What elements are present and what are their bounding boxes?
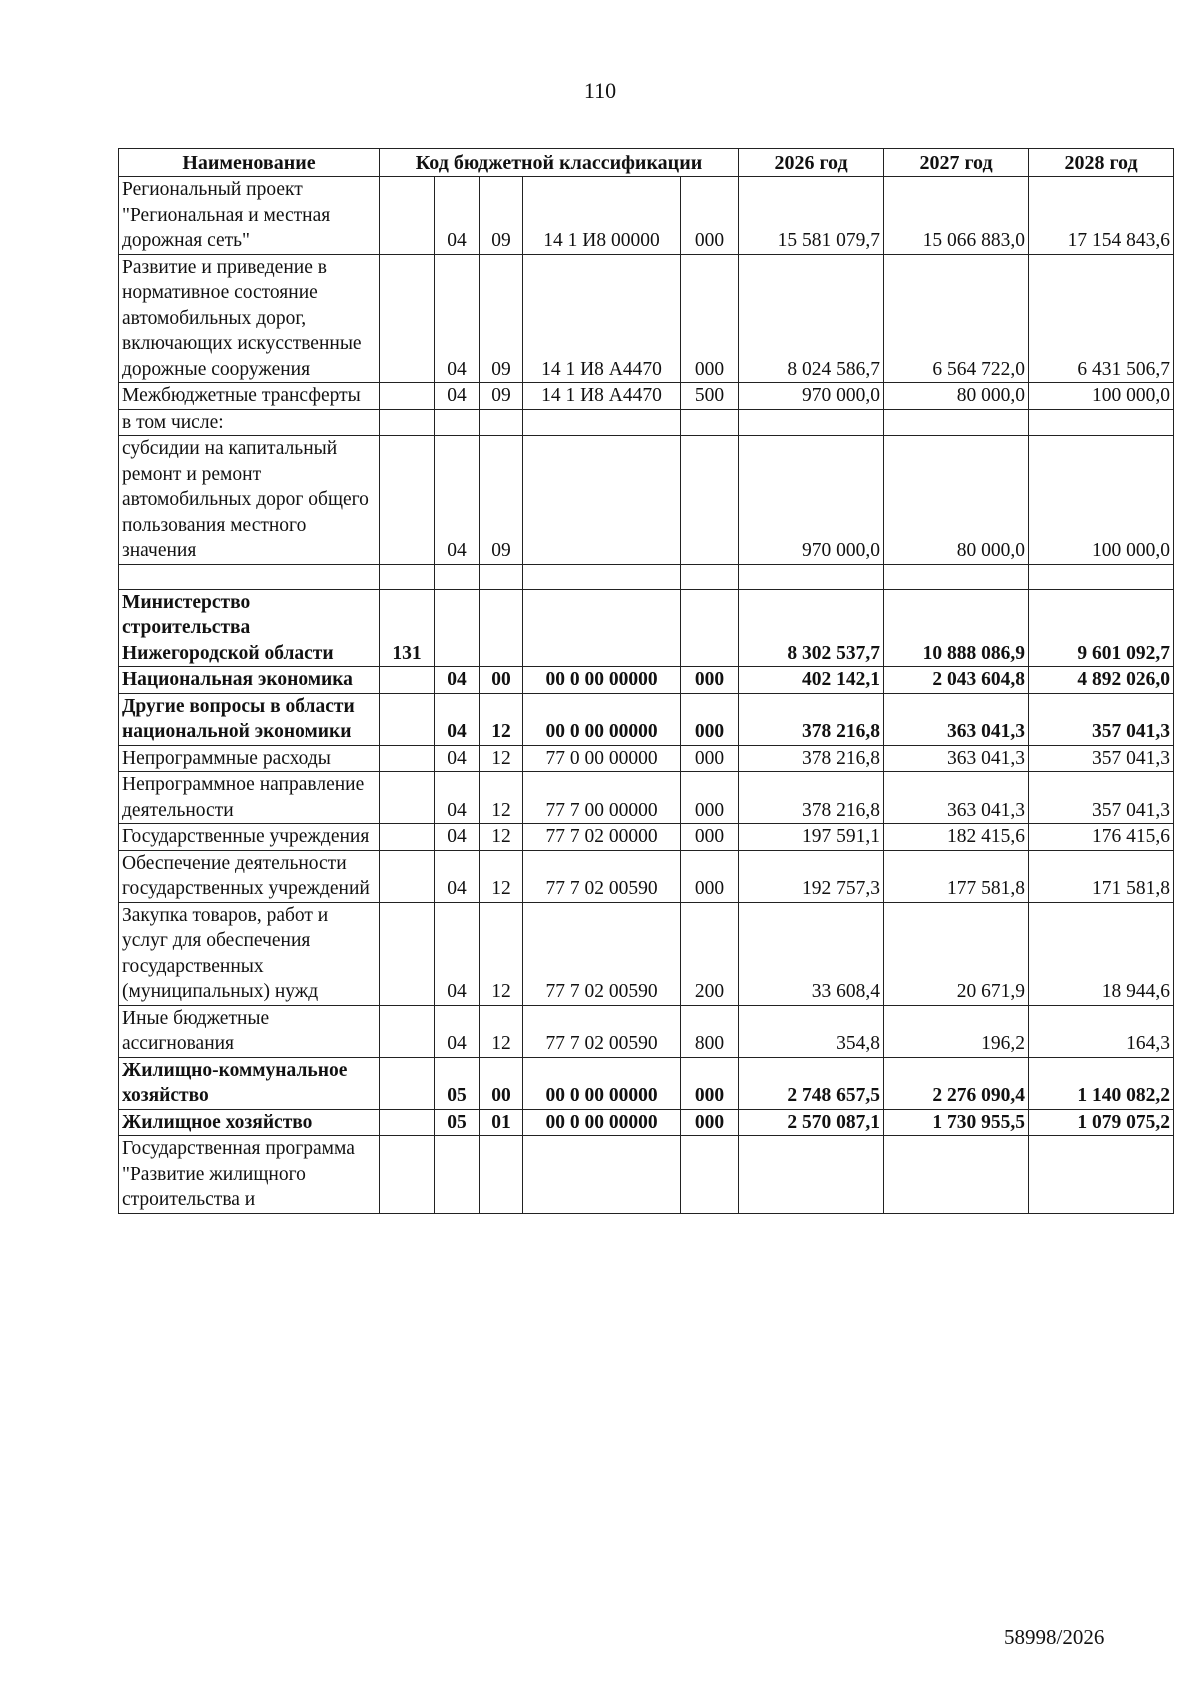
row-subsection-code — [480, 1136, 523, 1214]
header-year-2027: 2027 год — [884, 149, 1029, 177]
row-expense-type: 000 — [681, 177, 739, 255]
row-admin-code: 131 — [380, 589, 435, 667]
row-subsection-code — [480, 589, 523, 667]
row-value-2027: 363 041,3 — [884, 693, 1029, 745]
row-expense-type: 800 — [681, 1005, 739, 1057]
row-section-code: 04 — [435, 850, 480, 902]
row-admin-code — [380, 1057, 435, 1109]
row-target-article — [523, 564, 681, 589]
row-subsection-code: 12 — [480, 693, 523, 745]
row-target-article — [523, 1136, 681, 1214]
row-value-2026: 2 748 657,5 — [739, 1057, 884, 1109]
row-section-code: 04 — [435, 383, 480, 410]
row-target-article: 00 0 00 00000 — [523, 667, 681, 694]
row-expense-type — [681, 409, 739, 436]
row-value-2026: 8 024 586,7 — [739, 254, 884, 383]
row-target-article: 77 0 00 00000 — [523, 745, 681, 772]
row-section-code: 04 — [435, 1005, 480, 1057]
row-subsection-code: 09 — [480, 383, 523, 410]
row-value-2027: 363 041,3 — [884, 745, 1029, 772]
row-subsection-code — [480, 409, 523, 436]
row-expense-type: 000 — [681, 850, 739, 902]
row-value-2027: 6 564 722,0 — [884, 254, 1029, 383]
row-target-article — [523, 589, 681, 667]
row-subsection-code: 09 — [480, 177, 523, 255]
row-admin-code — [380, 1136, 435, 1214]
row-value-2027: 1 730 955,5 — [884, 1109, 1029, 1136]
table-row — [119, 1109, 1174, 1136]
row-name: Другие вопросы в области национальной экономики — [119, 693, 380, 745]
row-value-2027: 2 043 604,8 — [884, 667, 1029, 694]
row-value-2026: 197 591,1 — [739, 824, 884, 851]
row-value-2026: 378 216,8 — [739, 772, 884, 824]
table-row — [119, 850, 1174, 902]
row-name: Иные бюджетные ассигнования — [119, 1005, 380, 1057]
row-value-2027: 196,2 — [884, 1005, 1029, 1057]
row-value-2027: 363 041,3 — [884, 772, 1029, 824]
row-expense-type — [681, 564, 739, 589]
table-row — [119, 1005, 1174, 1057]
row-expense-type: 000 — [681, 824, 739, 851]
row-value-2028: 18 944,6 — [1029, 902, 1174, 1005]
row-section-code: 04 — [435, 436, 480, 565]
row-admin-code — [380, 667, 435, 694]
table-row — [119, 772, 1174, 824]
row-subsection-code: 00 — [480, 667, 523, 694]
row-name: Государственная программа "Развитие жилищного строительства и — [119, 1136, 380, 1214]
row-admin-code — [380, 902, 435, 1005]
row-name: в том числе: — [119, 409, 380, 436]
row-target-article: 00 0 00 00000 — [523, 1057, 681, 1109]
row-admin-code — [380, 436, 435, 565]
row-value-2028: 357 041,3 — [1029, 693, 1174, 745]
row-admin-code — [380, 772, 435, 824]
row-name: Региональный проект "Региональная и местная дорожная сеть" — [119, 177, 380, 255]
row-section-code — [435, 564, 480, 589]
row-value-2028 — [1029, 564, 1174, 589]
row-value-2027: 182 415,6 — [884, 824, 1029, 851]
table-row — [119, 667, 1174, 694]
row-section-code: 04 — [435, 772, 480, 824]
row-target-article: 14 1 И8 А4470 — [523, 254, 681, 383]
row-admin-code — [380, 1005, 435, 1057]
row-admin-code — [380, 254, 435, 383]
row-expense-type: 000 — [681, 254, 739, 383]
table-row — [119, 177, 1174, 255]
row-value-2026: 378 216,8 — [739, 745, 884, 772]
row-name: Закупка товаров, работ и услуг для обеспечения государственных (муниципальных) нужд — [119, 902, 380, 1005]
row-expense-type: 000 — [681, 693, 739, 745]
row-value-2026: 378 216,8 — [739, 693, 884, 745]
row-target-article: 77 7 02 00590 — [523, 1005, 681, 1057]
row-expense-type: 000 — [681, 745, 739, 772]
table-row — [119, 436, 1174, 565]
row-value-2028: 6 431 506,7 — [1029, 254, 1174, 383]
table-row — [119, 902, 1174, 1005]
row-value-2027: 15 066 883,0 — [884, 177, 1029, 255]
row-expense-type — [681, 436, 739, 565]
row-subsection-code: 12 — [480, 1005, 523, 1057]
row-value-2027 — [884, 409, 1029, 436]
table-row — [119, 1136, 1174, 1214]
row-name: Министерство строительства Нижегородской области — [119, 589, 380, 667]
row-subsection-code: 12 — [480, 745, 523, 772]
header-name: Наименование — [119, 149, 380, 177]
row-expense-type: 200 — [681, 902, 739, 1005]
row-subsection-code: 12 — [480, 850, 523, 902]
row-admin-code — [380, 383, 435, 410]
row-value-2026: 354,8 — [739, 1005, 884, 1057]
row-value-2027: 10 888 086,9 — [884, 589, 1029, 667]
row-subsection-code: 12 — [480, 772, 523, 824]
row-value-2026: 8 302 537,7 — [739, 589, 884, 667]
row-expense-type: 000 — [681, 1057, 739, 1109]
row-value-2028: 164,3 — [1029, 1005, 1174, 1057]
row-section-code: 04 — [435, 902, 480, 1005]
row-value-2026: 192 757,3 — [739, 850, 884, 902]
row-expense-type: 000 — [681, 772, 739, 824]
row-target-article — [523, 436, 681, 565]
row-name — [119, 564, 380, 589]
header-year-2028: 2028 год — [1029, 149, 1174, 177]
row-name: Жилищно-коммунальное хозяйство — [119, 1057, 380, 1109]
row-value-2028: 1 079 075,2 — [1029, 1109, 1174, 1136]
row-target-article — [523, 409, 681, 436]
row-value-2026: 970 000,0 — [739, 383, 884, 410]
row-value-2026: 402 142,1 — [739, 667, 884, 694]
row-value-2028: 357 041,3 — [1029, 772, 1174, 824]
row-section-code: 05 — [435, 1109, 480, 1136]
row-subsection-code — [480, 564, 523, 589]
row-value-2028: 100 000,0 — [1029, 436, 1174, 565]
row-subsection-code: 09 — [480, 436, 523, 565]
row-admin-code — [380, 1109, 435, 1136]
table-row — [119, 693, 1174, 745]
row-value-2027: 80 000,0 — [884, 383, 1029, 410]
row-value-2026 — [739, 1136, 884, 1214]
row-admin-code — [380, 824, 435, 851]
row-value-2028: 1 140 082,2 — [1029, 1057, 1174, 1109]
row-value-2027: 177 581,8 — [884, 850, 1029, 902]
row-value-2028: 9 601 092,7 — [1029, 589, 1174, 667]
table-row — [119, 409, 1174, 436]
row-section-code — [435, 1136, 480, 1214]
document-number: 58998/2026 — [1004, 1625, 1105, 1649]
row-name: субсидии на капитальный ремонт и ремонт автомобильных дорог общего пользования местного значения — [119, 436, 380, 565]
row-target-article: 14 1 И8 00000 — [523, 177, 681, 255]
row-target-article: 77 7 02 00590 — [523, 902, 681, 1005]
row-section-code: 04 — [435, 745, 480, 772]
row-target-article: 77 7 02 00590 — [523, 850, 681, 902]
row-section-code — [435, 409, 480, 436]
row-admin-code — [380, 564, 435, 589]
row-admin-code — [380, 745, 435, 772]
row-value-2026: 33 608,4 — [739, 902, 884, 1005]
row-value-2027: 2 276 090,4 — [884, 1057, 1029, 1109]
row-value-2026: 15 581 079,7 — [739, 177, 884, 255]
page-number: 110 — [583, 78, 617, 103]
budget-table — [118, 148, 1174, 1214]
row-subsection-code: 00 — [480, 1057, 523, 1109]
table-row — [119, 824, 1174, 851]
row-target-article: 77 7 00 00000 — [523, 772, 681, 824]
row-subsection-code: 12 — [480, 902, 523, 1005]
row-value-2028: 176 415,6 — [1029, 824, 1174, 851]
row-value-2027: 80 000,0 — [884, 436, 1029, 565]
row-value-2028 — [1029, 1136, 1174, 1214]
row-name: Непрограммное направление деятельности — [119, 772, 380, 824]
row-value-2027 — [884, 1136, 1029, 1214]
row-section-code: 04 — [435, 254, 480, 383]
row-value-2028: 171 581,8 — [1029, 850, 1174, 902]
row-section-code: 04 — [435, 824, 480, 851]
header-year-2026: 2026 год — [739, 149, 884, 177]
row-section-code: 04 — [435, 667, 480, 694]
row-name: Межбюджетные трансферты — [119, 383, 380, 410]
row-section-code: 05 — [435, 1057, 480, 1109]
row-section-code — [435, 589, 480, 667]
row-name: Непрограммные расходы — [119, 745, 380, 772]
header-code: Код бюджетной классификации — [380, 149, 739, 177]
row-value-2028: 4 892 026,0 — [1029, 667, 1174, 694]
table-row — [119, 564, 1174, 589]
row-admin-code — [380, 177, 435, 255]
row-value-2028: 17 154 843,6 — [1029, 177, 1174, 255]
row-expense-type: 500 — [681, 383, 739, 410]
row-admin-code — [380, 850, 435, 902]
table-header-row — [119, 149, 1174, 177]
row-expense-type: 000 — [681, 1109, 739, 1136]
row-value-2028: 357 041,3 — [1029, 745, 1174, 772]
row-value-2026: 970 000,0 — [739, 436, 884, 565]
row-section-code: 04 — [435, 693, 480, 745]
row-name: Национальная экономика — [119, 667, 380, 694]
row-value-2026 — [739, 564, 884, 589]
row-name: Развитие и приведение в нормативное состояние автомобильных дорог, включающих искусственные дорожные сооружения — [119, 254, 380, 383]
row-target-article: 00 0 00 00000 — [523, 693, 681, 745]
table-row — [119, 589, 1174, 667]
row-admin-code — [380, 693, 435, 745]
table-row — [119, 1057, 1174, 1109]
row-name: Жилищное хозяйство — [119, 1109, 380, 1136]
row-value-2027 — [884, 564, 1029, 589]
row-target-article: 00 0 00 00000 — [523, 1109, 681, 1136]
table-row — [119, 254, 1174, 383]
row-subsection-code: 01 — [480, 1109, 523, 1136]
row-section-code: 04 — [435, 177, 480, 255]
row-subsection-code: 09 — [480, 254, 523, 383]
row-subsection-code: 12 — [480, 824, 523, 851]
row-name: Обеспечение деятельности государственных учреждений — [119, 850, 380, 902]
table-row — [119, 383, 1174, 410]
row-expense-type: 000 — [681, 667, 739, 694]
row-target-article: 77 7 02 00000 — [523, 824, 681, 851]
row-value-2026: 2 570 087,1 — [739, 1109, 884, 1136]
row-admin-code — [380, 409, 435, 436]
row-value-2028 — [1029, 409, 1174, 436]
row-name: Государственные учреждения — [119, 824, 380, 851]
row-value-2027: 20 671,9 — [884, 902, 1029, 1005]
row-expense-type — [681, 589, 739, 667]
row-value-2028: 100 000,0 — [1029, 383, 1174, 410]
row-value-2026 — [739, 409, 884, 436]
row-target-article: 14 1 И8 А4470 — [523, 383, 681, 410]
table-row — [119, 745, 1174, 772]
row-expense-type — [681, 1136, 739, 1214]
